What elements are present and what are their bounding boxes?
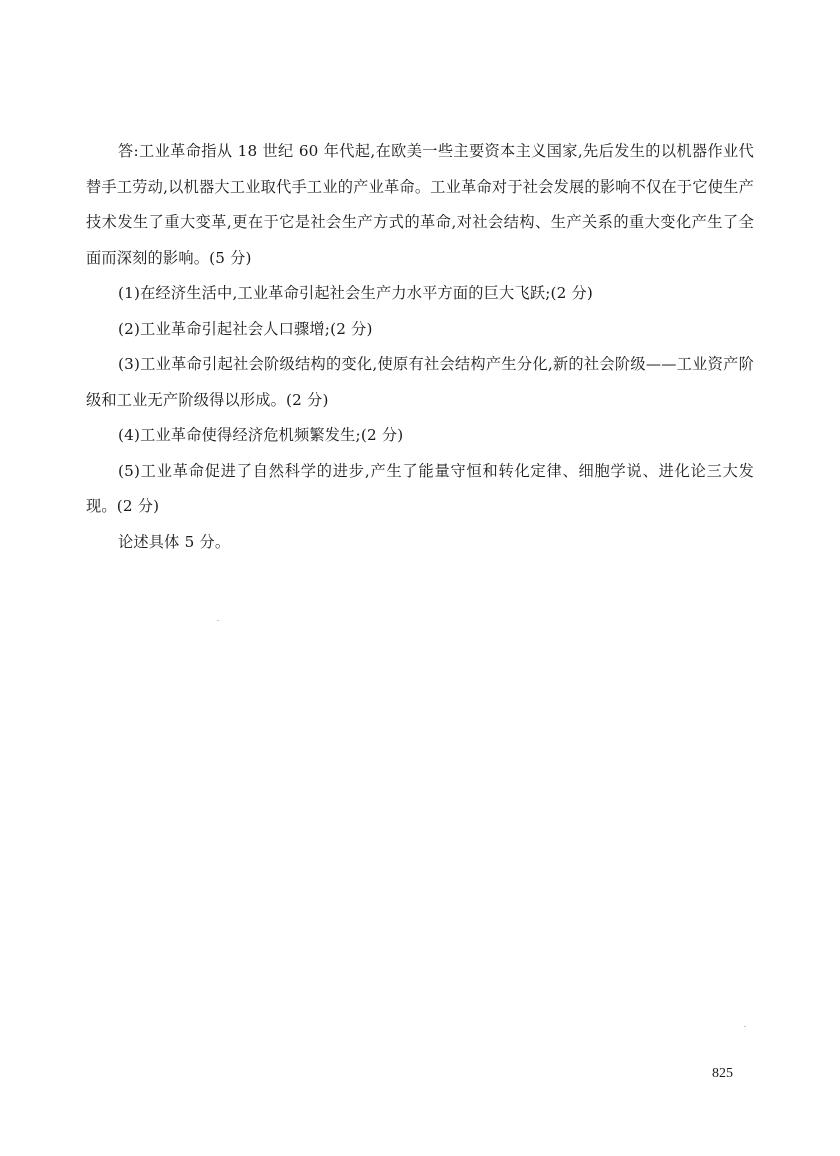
point-1-paragraph: (1)在经济生活中,工业革命引起社会生产力水平方面的巨大飞跃;(2 分)	[118, 284, 594, 302]
answer-intro-paragraph: 答:工业革命指从 18 世纪 60 年代起,在欧美一些主要资本主义国家,先后发生的以机器作业代替手工劳动,以机器大工业取代手工业的产业革命。工业革命对于社会发展的影响不仅在于它使生产技术发生了重大变革,更在于它是社会生产方式的革命,对社会结构、生产关系的重大变化产生了全面而深刻的影响。(5 分)	[86, 142, 754, 267]
scoring-note-paragraph: 论述具体 5 分。	[118, 532, 231, 551]
scan-speck	[217, 620, 219, 621]
point-5-paragraph: (5)工业革命促进了自然科学的进步,产生了能量守恒和转化定律、细胞学说、进化论三大发现。(2 分)	[86, 461, 754, 515]
scan-speck	[744, 1026, 746, 1027]
point-4-paragraph: (4)工业革命使得经济危机频繁发生;(2 分)	[118, 426, 404, 444]
answer-body	[86, 134, 754, 560]
point-3-paragraph: (3)工业革命引起社会阶级结构的变化,使原有社会结构产生分化,新的社会阶级——工业资产阶级和工业无产阶级得以形成。(2 分)	[86, 355, 754, 409]
page-number: 825	[712, 1066, 733, 1081]
point-2-paragraph: (2)工业革命引起社会人口骤增;(2 分)	[118, 319, 373, 338]
